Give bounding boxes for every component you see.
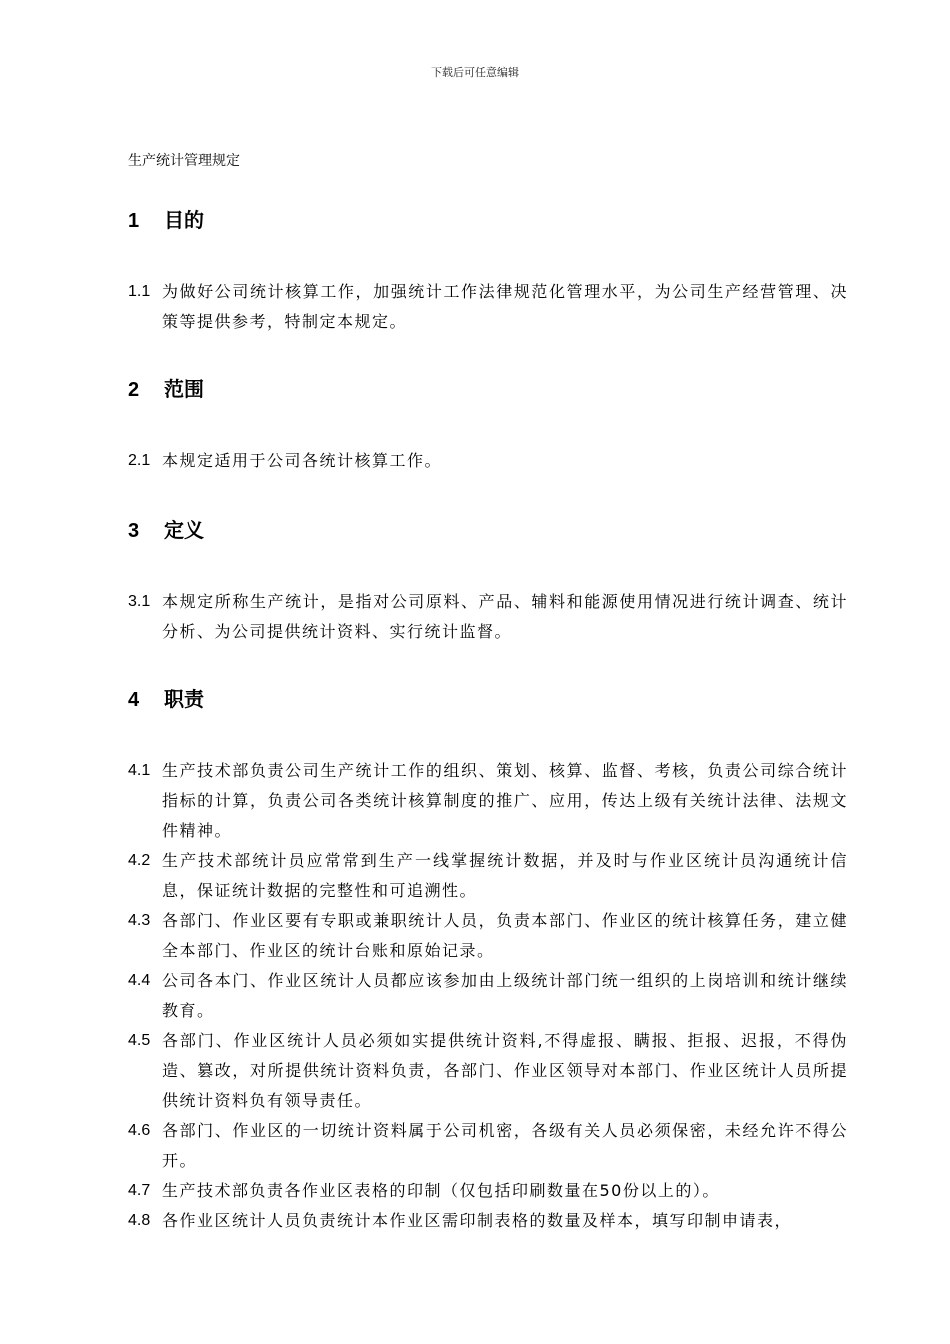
clause	[128, 756, 848, 846]
clause-text: 生产技术部负责各作业区表格的印制（仅包括印刷数量在50份以上的）。	[162, 1181, 720, 1200]
clause-number: 1.1	[128, 283, 151, 300]
clause-number: 4.2	[128, 852, 151, 869]
clause-number: 4.5	[128, 1032, 151, 1049]
clause-group	[128, 756, 848, 1236]
clause	[128, 1176, 848, 1206]
clause-text: 生产技术部负责公司生产统计工作的组织、策划、核算、监督、考核，负责公司综合统计指标的计算，负责公司各类统计核算制度的推广、应用，传达上级有关统计法律、法规文件精神。	[162, 761, 848, 840]
section-number: 1	[128, 210, 140, 232]
clause-number: 4.6	[128, 1122, 151, 1139]
section-heading	[128, 514, 848, 543]
clause	[128, 966, 848, 1026]
clause	[128, 1116, 848, 1176]
clause-text: 各作业区统计人员负责统计本作业区需印制表格的数量及样本，填写印制申请表，	[162, 1211, 793, 1230]
clause-number: 4.1	[128, 762, 151, 779]
clause-text: 本规定所称生产统计，是指对公司原料、产品、辅料和能源使用情况进行统计调查、统计分析、为公司提供统计资料、实行统计监督。	[162, 592, 848, 641]
clause-text: 公司各本门、作业区统计人员都应该参加由上级统计部门统一组织的上岗培训和统计继续教育。	[162, 971, 848, 1020]
clause	[128, 446, 848, 476]
section-definition	[128, 514, 848, 543]
clause	[128, 846, 848, 906]
section-title: 目的	[164, 208, 204, 232]
clause-text: 各部门、作业区要有专职或兼职统计人员，负责本部门、作业区的统计核算任务，建立健全本部门、作业区的统计台账和原始记录。	[162, 911, 848, 960]
document-title: 生产统计管理规定	[128, 153, 240, 169]
clause-number: 2.1	[128, 452, 151, 469]
clause	[128, 1026, 848, 1116]
clause	[128, 277, 848, 337]
clause-text: 本规定适用于公司各统计核算工作。	[162, 451, 443, 470]
clause	[128, 587, 848, 647]
clause-number: 4.8	[128, 1212, 151, 1229]
clause-number: 3.1	[128, 593, 151, 610]
section-heading	[128, 683, 848, 712]
section-purpose	[128, 204, 848, 233]
section-scope	[128, 373, 848, 402]
clause-text: 各部门、作业区统计人员必须如实提供统计资料,不得虚报、瞒报、拒报、迟报，不得伪造、篡改，对所提供统计资料负责，各部门、作业区领导对本部门、作业区统计人员所提供统计资料负有领导责任。	[162, 1031, 848, 1110]
clause-text: 为做好公司统计核算工作，加强统计工作法律规范化管理水平，为公司生产经营管理、决策等提供参考，特制定本规定。	[162, 282, 848, 331]
clause-group	[128, 587, 848, 647]
section-heading	[128, 204, 848, 233]
section-heading	[128, 373, 848, 402]
clause-number: 4.7	[128, 1182, 151, 1199]
clause-text: 各部门、作业区的一切统计资料属于公司机密，各级有关人员必须保密，未经允许不得公开。	[162, 1121, 848, 1170]
section-number: 4	[128, 689, 140, 711]
section-title: 范围	[164, 377, 204, 401]
section-number: 2	[128, 379, 140, 401]
clause-text: 生产技术部统计员应常常到生产一线掌握统计数据，并及时与作业区统计员沟通统计信息，保证统计数据的完整性和可追溯性。	[162, 851, 848, 900]
section-responsibilities	[128, 683, 848, 712]
clause-group	[128, 446, 848, 476]
clause	[128, 906, 848, 966]
clause	[128, 1206, 848, 1236]
page-header: 下载后可任意编辑	[431, 66, 519, 79]
section-number: 3	[128, 520, 140, 542]
clause-number: 4.3	[128, 912, 151, 929]
clause-number: 4.4	[128, 972, 151, 989]
section-title: 定义	[164, 518, 204, 542]
clause-group	[128, 277, 848, 337]
section-title: 职责	[164, 687, 204, 711]
